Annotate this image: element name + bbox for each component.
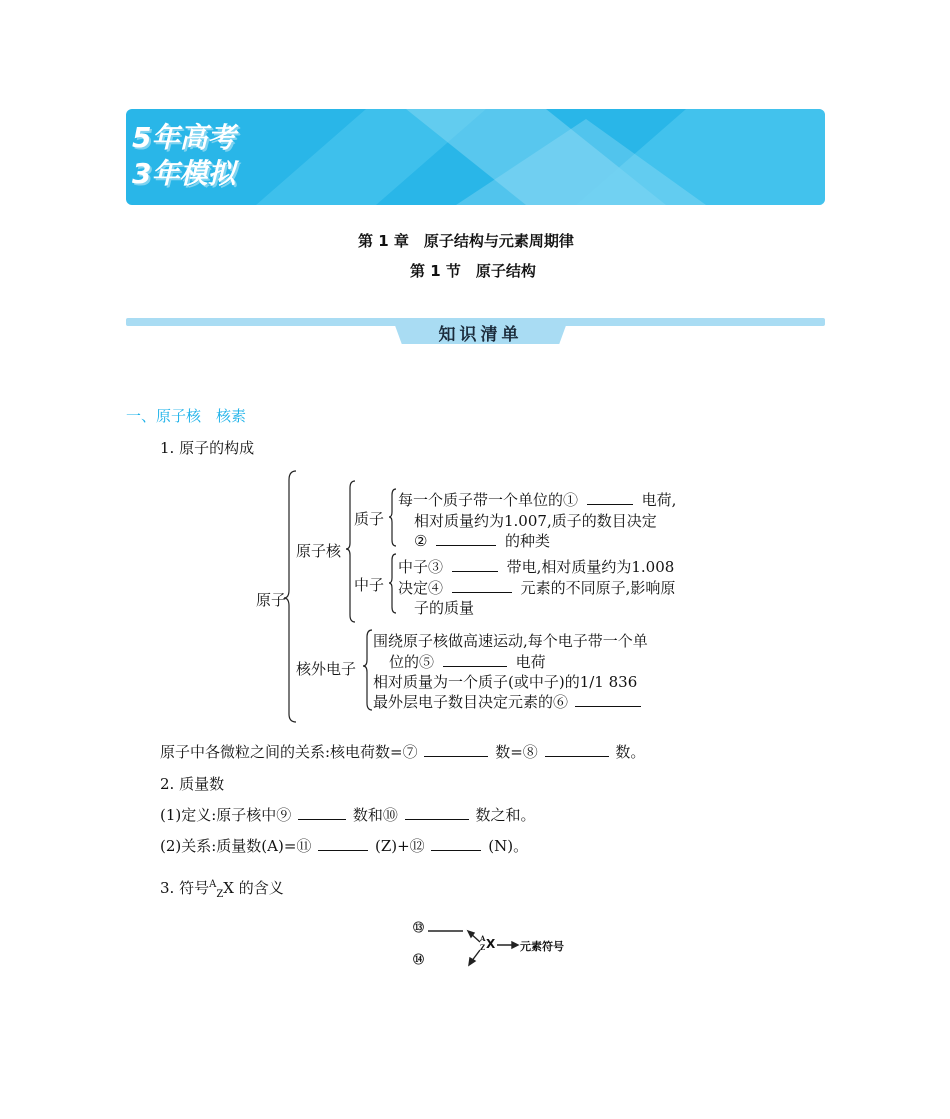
- neutron-line-1: 中子③ 带电,相对质量约为1.008: [398, 558, 675, 576]
- section-title: 第 1 节 原子结构: [410, 262, 536, 280]
- neutron-label: 中子: [354, 576, 385, 594]
- proton-line-2: 相对质量约为1.007,质子的数目决定: [414, 512, 657, 530]
- particle-relation: 原子中各微粒之间的关系:核电荷数=⑦ 数=⑧ 数。: [160, 743, 646, 761]
- mass-number-relation: (2)关系:质量数(A)=⑪ (Z)+⑫ (N)。: [160, 837, 529, 855]
- item-1-title: 1. 原子的构成: [160, 439, 255, 457]
- electron-label: 核外电子: [296, 660, 357, 678]
- symbol-atomic-number: Z: [480, 943, 486, 952]
- proton-label: 质子: [354, 510, 385, 528]
- symbol-x: X: [486, 937, 496, 951]
- element-symbol-label: 元素符号: [520, 940, 564, 953]
- electron-line-3: 相对质量为一个质子(或中子)的1/1 836: [373, 673, 638, 691]
- proton-line-3: ② 的种类: [414, 532, 551, 550]
- electron-line-1: 围绕原子核做高速运动,每个电子带一个单: [373, 632, 648, 650]
- mass-number-definition: (1)定义:原子核中⑨ 数和⑩ 数之和。: [160, 806, 536, 824]
- proton-line-1: 每一个质子带一个单位的① 电荷,: [398, 491, 677, 509]
- circle-14: ⑭: [413, 953, 424, 966]
- section-heading: 一、原子核 核素: [126, 407, 247, 425]
- neutron-line-2: 决定④ 元素的不同原子,影响原: [398, 579, 676, 597]
- electron-line-2: 位的⑤ 电荷: [389, 653, 546, 671]
- atom-label: 原子: [256, 591, 287, 609]
- item-2-title: 2. 质量数: [160, 775, 225, 793]
- logo: 5年高考 3年模拟: [132, 121, 236, 190]
- knowledge-title: 知识清单: [438, 325, 523, 345]
- electron-line-4: 最外层电子数目决定元素的⑥: [373, 691, 641, 712]
- symbol-mass: A: [480, 934, 486, 943]
- neutron-line-3: 子的质量: [414, 599, 475, 617]
- item-3-title: 3. 符号$^A_Z$X 的含义: [160, 879, 284, 900]
- circle-13: ⑬: [413, 921, 424, 934]
- chapter-title: 第 1 章 原子结构与元素周期律: [358, 232, 574, 250]
- nucleus-label: 原子核: [296, 542, 342, 560]
